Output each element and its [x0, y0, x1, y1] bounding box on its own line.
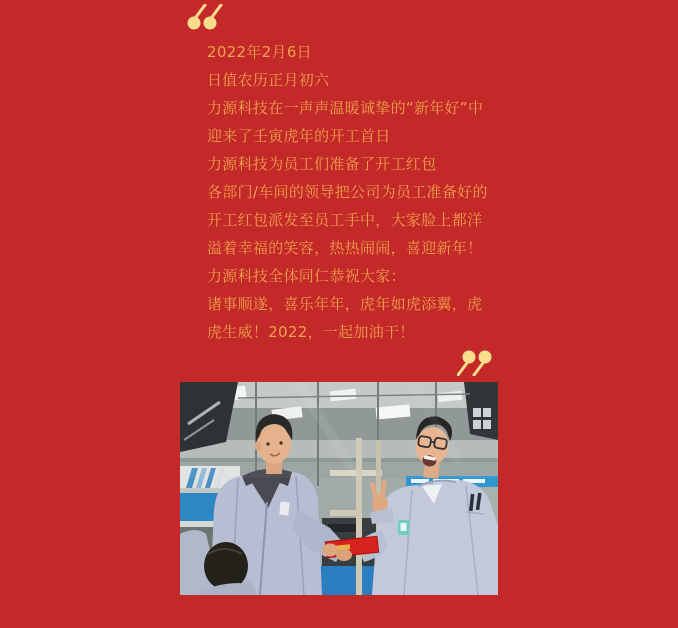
article-line: 2022年2月6日 — [207, 43, 312, 61]
article-line: 各部门/车间的领导把公司为员工准备好的 — [207, 183, 488, 201]
open-quote-icon — [186, 4, 224, 32]
article-line: 虎生威！2022，一起加油干！ — [207, 323, 415, 341]
article-line: 力源科技在一声声温暖诚挚的“新年好”中 — [207, 99, 484, 117]
employee-photo[interactable] — [180, 382, 498, 595]
article-line: 日值农历正月初六 — [207, 71, 330, 89]
article-line: 迎来了壬寅虎年的开工首日 — [207, 127, 391, 145]
article-text — [207, 38, 507, 346]
article-line: 力源科技为员工们准备了开工红包 — [207, 155, 437, 173]
close-quote-icon — [457, 348, 495, 376]
article-line: 力源科技全体同仁恭祝大家： — [207, 267, 406, 285]
article-line: 诸事顺遂，喜乐年年，虎年如虎添翼，虎 — [207, 295, 483, 313]
article-line: 溢着幸福的笑容，热热闹闹，喜迎新年！ — [207, 239, 483, 257]
article-line: 开工红包派发至员工手中，大家脸上都洋 — [207, 211, 483, 229]
